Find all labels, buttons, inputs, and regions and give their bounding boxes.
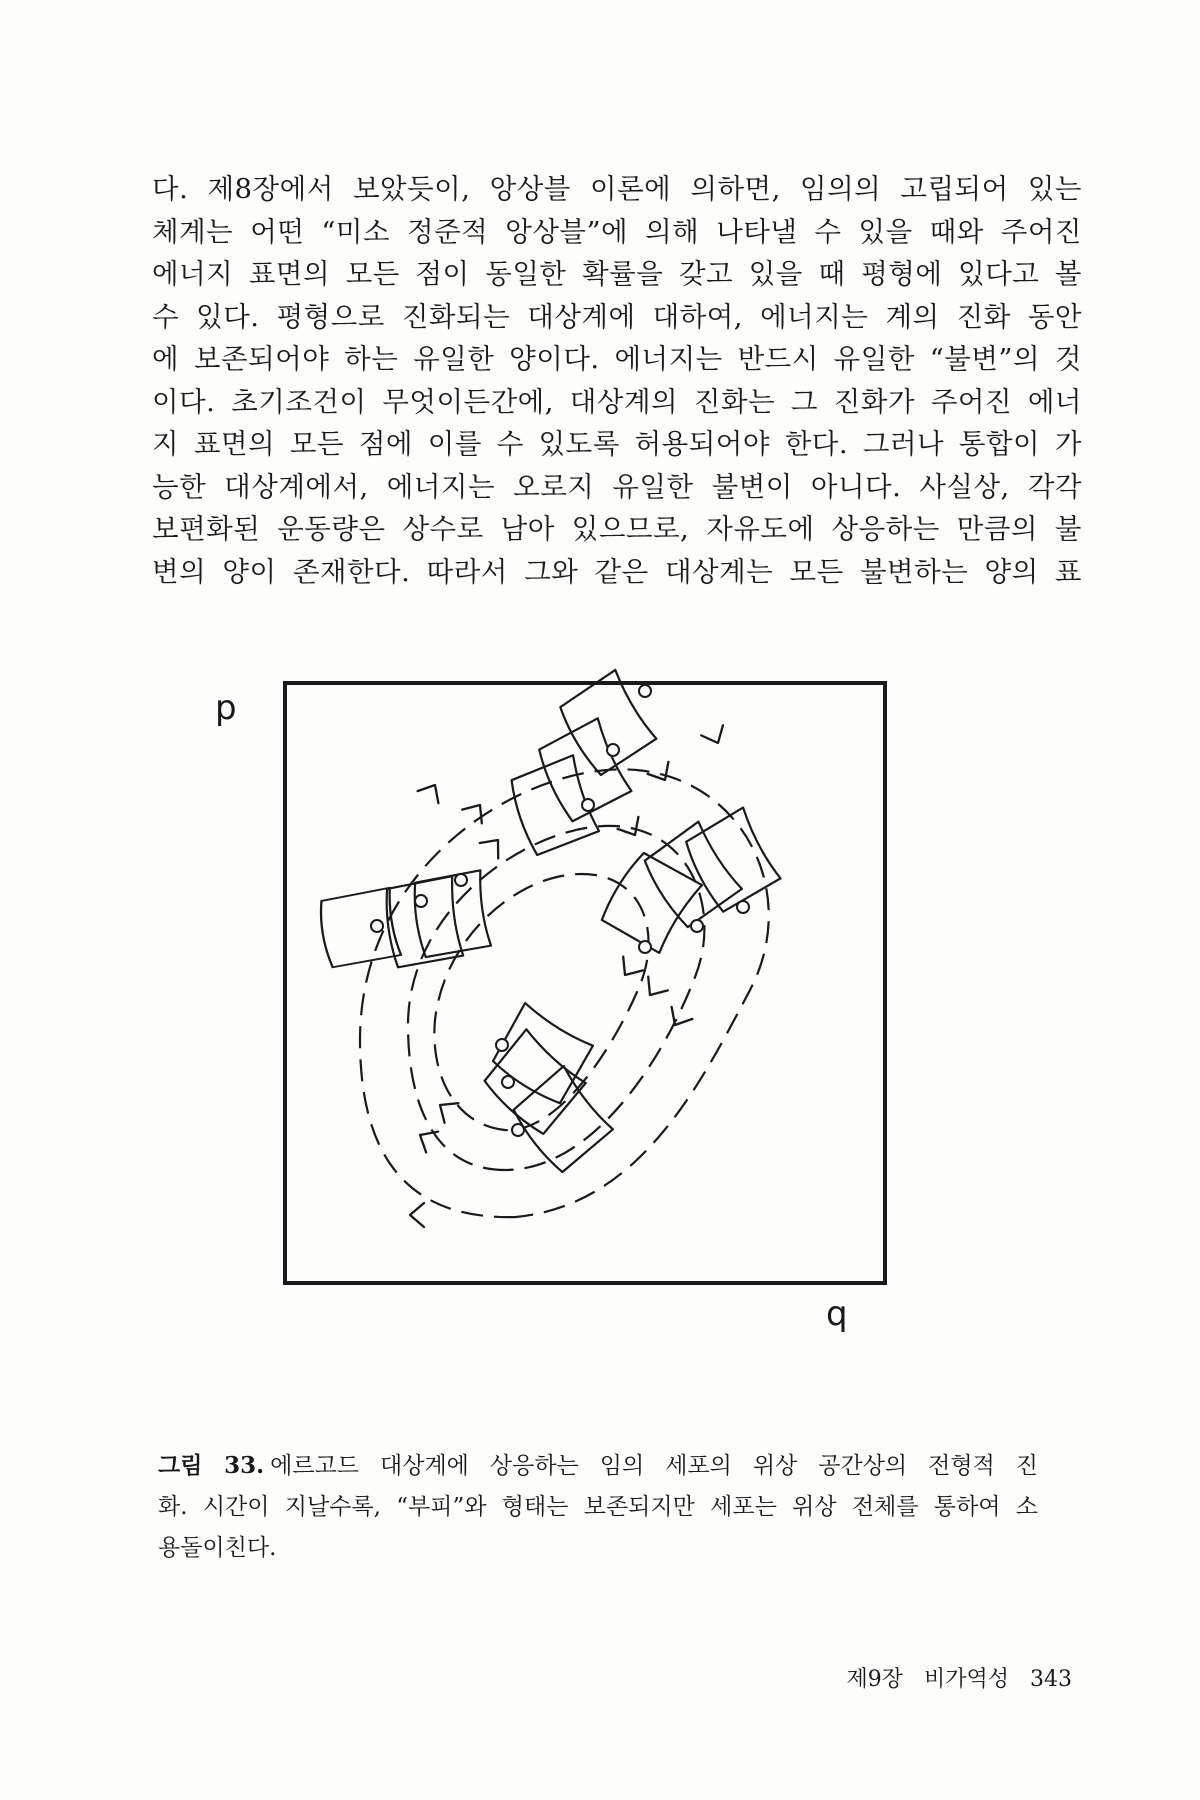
body-line: 이다. 초기조건이 무엇이든간에, 대상계의 진화는 그 진화가 주어진 에너 (152, 385, 1082, 418)
body-line: 보편화된 운동량은 상수로 남아 있으므로, 자유도에 상응하는 만큼의 불 (152, 513, 1082, 545)
caption-line: 용돌이친다. (158, 1535, 277, 1561)
axis-label-q: q (826, 1294, 848, 1334)
body-line: 다. 제8장에서 보았듯이, 앙상블 이론에 의하면, 임의의 고립되어 있는 (152, 173, 1082, 205)
caption-text: 에르고드 대상계에 상응하는 임의 세포의 위상 공간상의 전형적 진 (270, 1453, 1039, 1479)
caption-label: 그림 33. (158, 1452, 265, 1479)
footer-title: 비가역성 (923, 1667, 1009, 1692)
axis-label-p: p (215, 688, 237, 728)
flow-arrows (410, 725, 729, 1227)
body-line: 체계는 어떤 “미소 정준적 앙상블”에 의해 나타낼 수 있을 때와 주어진 (152, 215, 1082, 248)
figure-caption (158, 1445, 1038, 1569)
running-footer (832, 1662, 1072, 1693)
phase-cells (319, 668, 784, 1176)
body-paragraph (152, 168, 1082, 593)
body-line: 에 보존되어야 하는 유일한 양이다. 에너지는 반드시 유일한 “불변”의 것 (152, 343, 1082, 375)
body-line: 지 표면의 모든 점에 이를 수 있도록 허용되어야 한다. 그러나 통합이 가 (152, 428, 1082, 460)
orbit-inner (434, 874, 648, 1130)
caption-line: 화. 시간이 지날수록, “부피”와 형태는 보존되지만 세포는 위상 전체를 통하여 소 (158, 1494, 1038, 1520)
page-number: 343 (1030, 1667, 1072, 1692)
body-line: 능한 대상계에서, 에너지는 오로지 유일한 불변이 아니다. 사실상, 각각 (152, 470, 1082, 503)
body-line: 변의 양이 존재한다. 따라서 그와 같은 대상계는 모든 불변하는 양의 표 (152, 555, 1082, 588)
phase-space-figure (215, 675, 990, 1430)
orbit-outer (360, 769, 769, 1217)
body-line: 에너지 표면의 모든 점이 동일한 확률을 갖고 있을 때 평형에 있다고 볼 (152, 258, 1082, 290)
footer-chapter: 제9장 (846, 1667, 903, 1692)
caption-line (158, 1445, 1038, 1487)
body-line: 수 있다. 평형으로 진화되는 대상계에 대하여, 에너지는 계의 진화 동안 (152, 300, 1082, 333)
figure-frame (285, 683, 885, 1283)
